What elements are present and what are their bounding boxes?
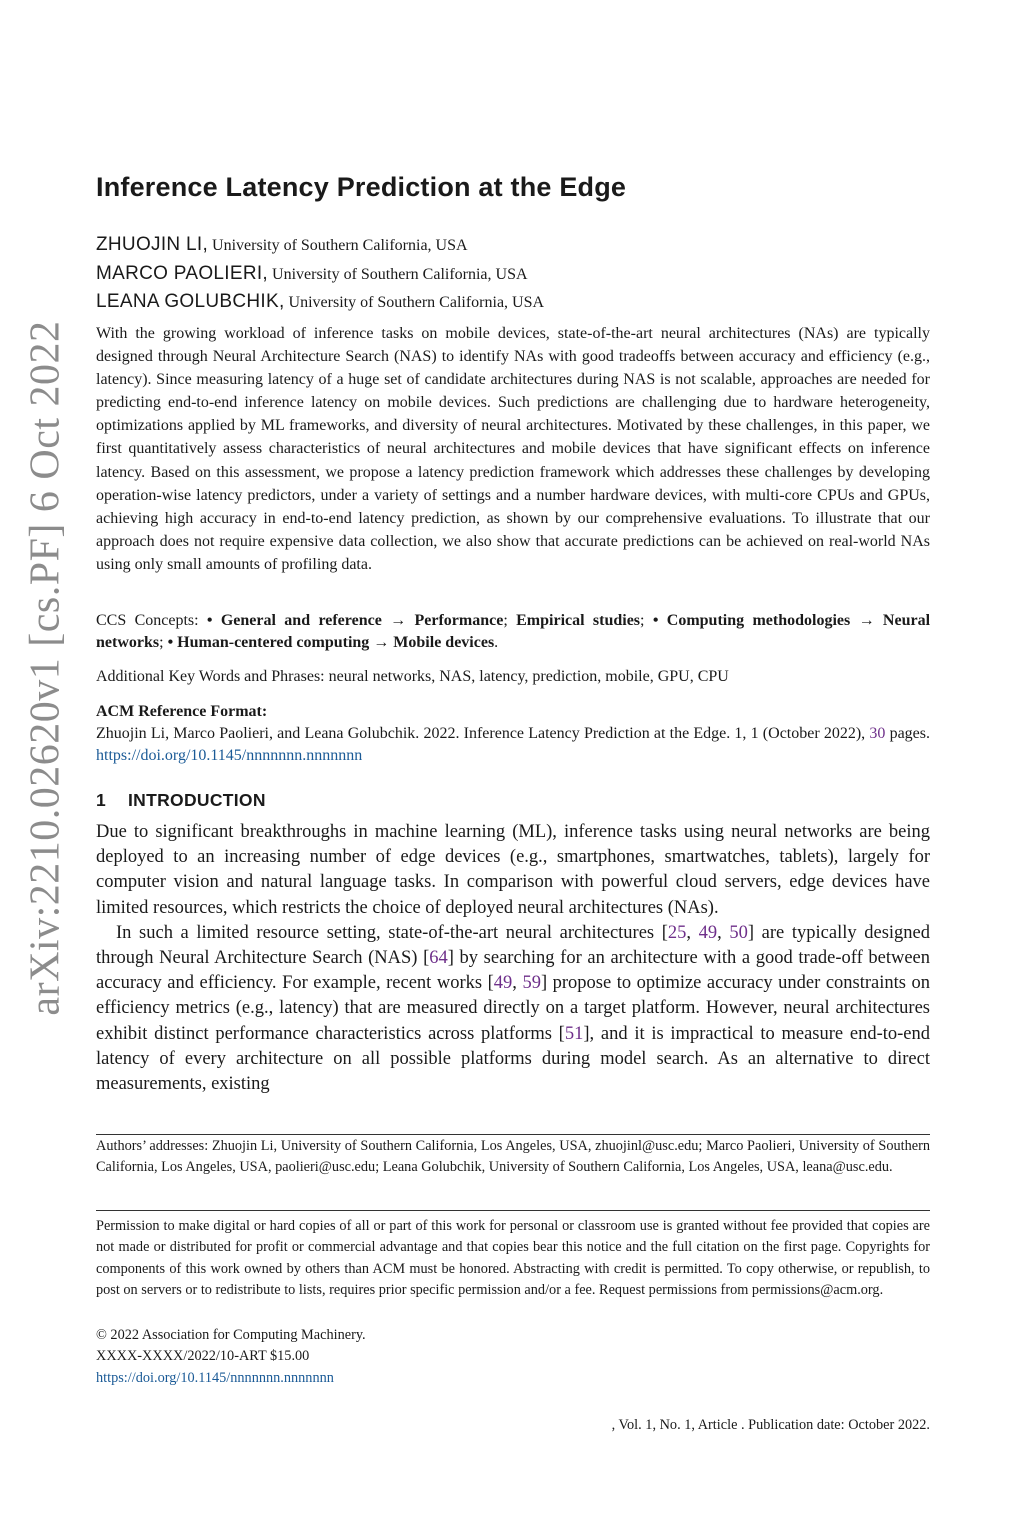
doi-link[interactable]: https://doi.org/10.1145/nnnnnnn.nnnnnnn bbox=[96, 1369, 334, 1386]
author-affiliation: University of Southern California, USA bbox=[268, 265, 528, 283]
citation-link[interactable]: 49 bbox=[493, 973, 513, 994]
ccs-concept: • Computing methodologies → Neural networks bbox=[96, 612, 931, 651]
author-entry bbox=[96, 260, 930, 289]
ccs-concepts: CCS Concepts: • General and reference → Performance; Empirical studies; • Computing methodologies → Neural networks; • Human-centered computing → Mobile devices. bbox=[96, 612, 931, 651]
arxiv-identifier bbox=[16, 318, 76, 1018]
arxiv-id-text: arXiv:2210.02620v1 [cs.PF] 6 Oct 2022 bbox=[23, 320, 69, 1016]
paragraph: In such a limited resource setting, state-of-the-art neural architectures [25, 49, 50] are typically designed through Neural Architecture Search (NAS) [64] by searching for an architecture with a good trade-off between accuracy and efficiency. For example, recent works [49, 59] propose to optimize accuracy under constraints on efficiency metrics (e.g., latency) that are measured directly on a target platform. However, neural architectures exhibit distinct performance characteristics across platforms [51], and it is impractical to measure end-to-end latency of every architecture on all possible platforms during model search. As an alternative to direct measurements, existing bbox=[96, 922, 931, 1095]
author-affiliation: University of Southern California, USA bbox=[208, 237, 468, 254]
paper-title: Inference Latency Prediction at the Edge bbox=[96, 172, 627, 202]
citation-link[interactable]: 59 bbox=[522, 973, 541, 994]
ccs-concept: • General and reference → Performance bbox=[206, 612, 504, 629]
footnote-divider bbox=[96, 1134, 930, 1135]
author-name: MARCO PAOLIERI, bbox=[96, 262, 269, 284]
ccs-concept: Empirical studies bbox=[516, 612, 641, 629]
copyright-block bbox=[96, 1325, 930, 1389]
paragraph: Due to significant breakthroughs in machine learning (ML), inference tasks using neural networks are being deployed to an increasing number of edge devices (e.g., smartphones, smartwatches, tablets), largely for computer vision and natural language tasks. In comparison with powerful cloud servers, edge devices have limited resources, which restricts the choice of deployed neural architectures (NAs). bbox=[96, 822, 930, 918]
page-count-link[interactable]: 30 bbox=[869, 725, 886, 742]
author-entry bbox=[96, 231, 930, 260]
author-affiliation: University of Southern California, USA bbox=[284, 294, 545, 311]
ccs-concept: • Human-centered computing → Mobile devices bbox=[167, 634, 495, 651]
author-name: LEANA GOLUBCHIK, bbox=[96, 291, 285, 312]
permission-notice: Permission to make digital or hard copies of all or part of this work for personal or classroom use is granted without fee provided that copies are not made or distributed for profit or commercial advantage and that copies bear this notice and the full citation on the first page. Copyrights for components of this work owned by others than ACM must be honored. Abstracting with credit is permitted. To copy otherwise, or republish, to post on servers or to redistribute to lists, requires prior specific permission and/or a fee. Request permissions from permissions@acm.org. bbox=[96, 1218, 930, 1299]
keywords: Additional Key Words and Phrases: neural networks, NAS, latency, prediction, mobile, GPU, CPU bbox=[96, 668, 729, 685]
acm-reference-heading: ACM Reference Format: bbox=[96, 703, 268, 720]
page-footer: , Vol. 1, No. 1, Article . Publication date: October 2022. bbox=[611, 1417, 930, 1433]
citation-link[interactable]: 64 bbox=[429, 948, 448, 969]
introduction-body bbox=[96, 820, 930, 1097]
acm-reference-text: Zhuojin Li, Marco Paolieri, and Leana Golubchik. 2022. Inference Latency Prediction at the Edge. 1, 1 (October 2022), 30 pages. https://doi.org/10.1145/nnnnnnn.nnnnnnn bbox=[96, 725, 930, 764]
footnote-divider bbox=[96, 1210, 930, 1211]
doi-link[interactable]: https://doi.org/10.1145/nnnnnnn.nnnnnnn bbox=[96, 747, 363, 764]
ccs-label: CCS Concepts: bbox=[96, 612, 207, 629]
citation-link[interactable]: 51 bbox=[564, 1023, 584, 1044]
author-name: ZHUOJIN LI, bbox=[96, 234, 209, 255]
abstract: With the growing workload of inference tasks on mobile devices, state-of-the-art neural architectures (NAs) are typically designed through Neural Architecture Search (NAS) to identify NAs with good tradeoffs between accuracy and efficiency (e.g., latency). Since measuring latency of a huge set of candidate architectures during NAS is not scalable, approaches are needed for predicting end-to-end inference latency on mobile devices. Such predictions are challenging due to hardware heterogeneity, optimizations applied by ML frameworks, and diversity of neural architectures. Motivated by these challenges, in this paper, we first quantitatively assess characteristics of neural architectures and mobile devices that have significant effects on inference latency. Based on this assessment, we propose a latency prediction framework which addresses these challenges by developing operation-wise latency predictors, under a variety of settings and a number hardware devices, with multi-core CPUs and GPUs, achieving high accuracy in end-to-end latency prediction, as shown by our comprehensive evaluations. To illustrate that our approach does not require expensive data collection, we also show that accurate predictions can be achieved on real-world NAs using only small amounts of profiling data. bbox=[96, 325, 930, 573]
section-heading bbox=[96, 790, 930, 811]
acm-reference-format bbox=[96, 701, 930, 767]
copyright-line: © 2022 Association for Computing Machinery. bbox=[96, 1327, 366, 1343]
citation-link[interactable]: 25 bbox=[667, 922, 687, 943]
author-addresses: Authors’ addresses: Zhuojin Li, University of Southern California, Los Angeles, USA, zhuojinl@usc.edu; Marco Paolieri, University of Southern California, Los Angeles, USA, paolieri@usc.edu; Leana Golubchik, University of Southern California, Los Angeles, USA, leana@usc.edu. bbox=[96, 1138, 930, 1175]
author-list bbox=[96, 231, 930, 317]
section-number: 1 bbox=[96, 790, 107, 810]
author-entry bbox=[96, 288, 930, 317]
citation-link[interactable]: 50 bbox=[729, 922, 748, 943]
issn-line: XXXX-XXXX/2022/10-ART $15.00 bbox=[96, 1348, 310, 1365]
section-title: INTRODUCTION bbox=[128, 790, 266, 810]
citation-link[interactable]: 49 bbox=[698, 922, 718, 943]
